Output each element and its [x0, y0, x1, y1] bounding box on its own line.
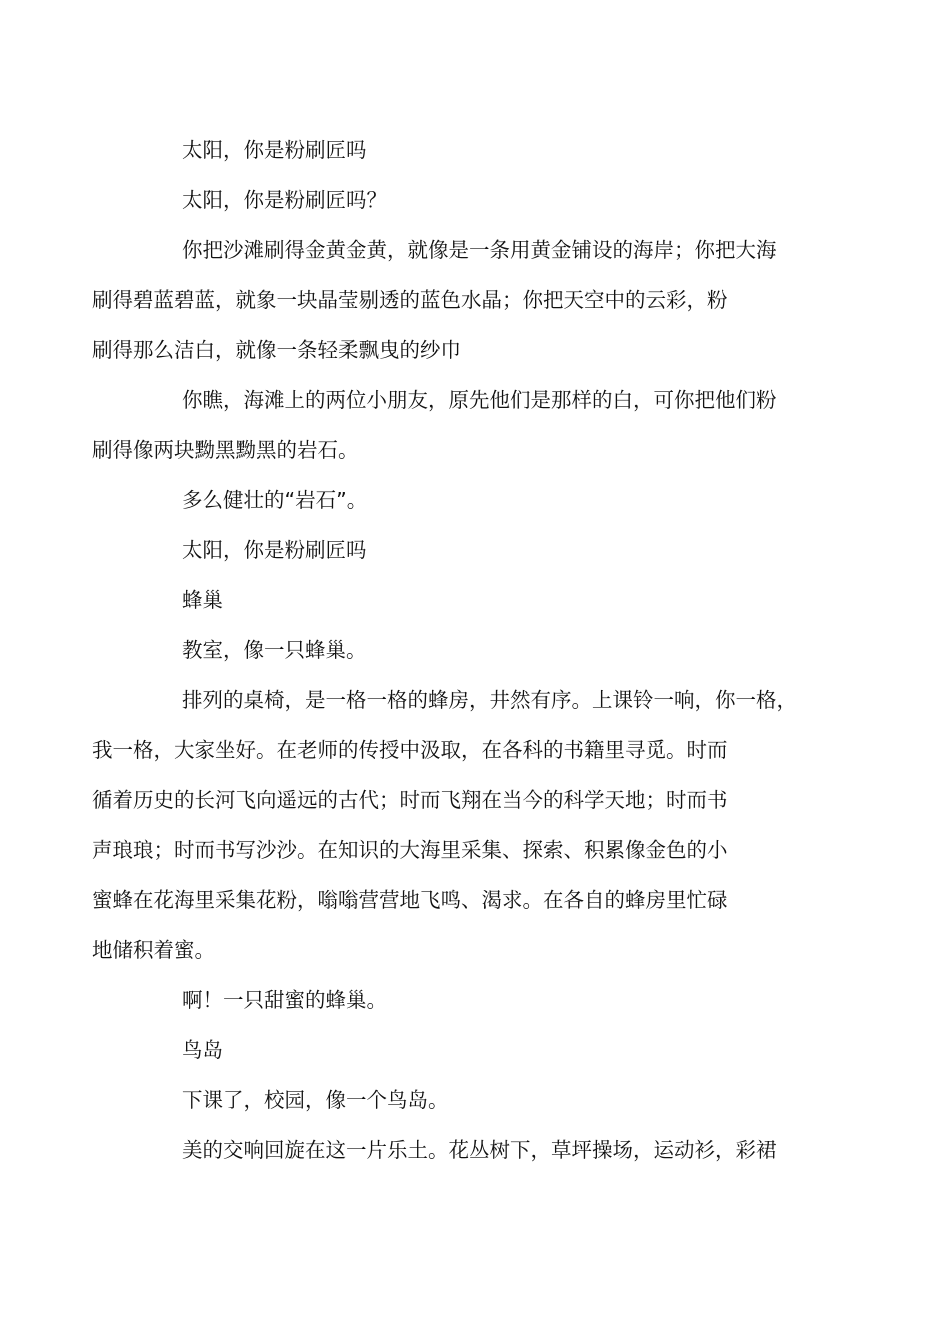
paragraph-title-honeycomb [137, 575, 817, 625]
paragraph-symphony [137, 1125, 817, 1175]
paragraph-children [92, 375, 817, 475]
text-line: 地储积着蜜。 [92, 938, 215, 962]
paragraph-title-bird-island [137, 1025, 817, 1075]
paragraph-sun-repeat [137, 525, 817, 575]
text-line: 鸟岛 [182, 1038, 223, 1062]
text-line: 太阳，你是粉刷匠吗 [182, 538, 367, 562]
paragraph-title-sun [137, 125, 817, 175]
text-line: 蜂巢 [182, 588, 223, 612]
paragraph-sun-painting [92, 225, 817, 375]
paragraph-sun-question [137, 175, 817, 225]
paragraph-desks [92, 675, 817, 975]
text-line: 你把沙滩刷得金黄金黄，就像是一条用黄金铺设的海岸；你把大海 [182, 238, 777, 262]
text-line: 刷得碧蓝碧蓝，就象一块晶莹剔透的蓝色水晶；你把天空中的云彩，粉 [92, 288, 728, 312]
text-line: 啊！一只甜蜜的蜂巢。 [182, 988, 387, 1012]
text-line: 教室，像一只蜂巢。 [182, 638, 367, 662]
document-body [92, 125, 817, 1175]
text-line: 刷得像两块黝黑黝黑的岩石。 [92, 438, 359, 462]
paragraph-sweet-honeycomb [137, 975, 817, 1025]
text-line: 太阳，你是粉刷匠吗 [182, 138, 367, 162]
text-line: 刷得那么洁白，就像一条轻柔飘曳的纱巾 [92, 338, 461, 362]
paragraph-campus [137, 1075, 817, 1125]
text-line: 多么健壮的“岩石”。 [182, 488, 368, 512]
text-line: 循着历史的长河飞向遥远的古代；时而飞翔在当今的科学天地；时而书 [92, 788, 728, 812]
text-line: 蜜蜂在花海里采集花粉，嗡嗡营营地飞鸣、渴求。在各自的蜂房里忙碌 [92, 888, 728, 912]
text-line: 太阳，你是粉刷匠吗？ [182, 188, 387, 212]
text-line: 声琅琅；时而书写沙沙。在知识的大海里采集、探索、积累像金色的小 [92, 838, 728, 862]
text-line: 我一格，大家坐好。在老师的传授中汲取，在各科的书籍里寻觅。时而 [92, 738, 728, 762]
text-line: 排列的桌椅，是一格一格的蜂房，井然有序。上课铃一响，你一格， [182, 688, 797, 712]
text-line: 下课了，校园，像一个鸟岛。 [182, 1088, 449, 1112]
text-line: 你瞧，海滩上的两位小朋友，原先他们是那样的白，可你把他们粉 [182, 388, 777, 412]
text-line: 美的交响回旋在这一片乐土。花丛树下，草坪操场，运动衫，彩裙 [182, 1138, 777, 1162]
paragraph-classroom [137, 625, 817, 675]
paragraph-rocks [137, 475, 817, 525]
